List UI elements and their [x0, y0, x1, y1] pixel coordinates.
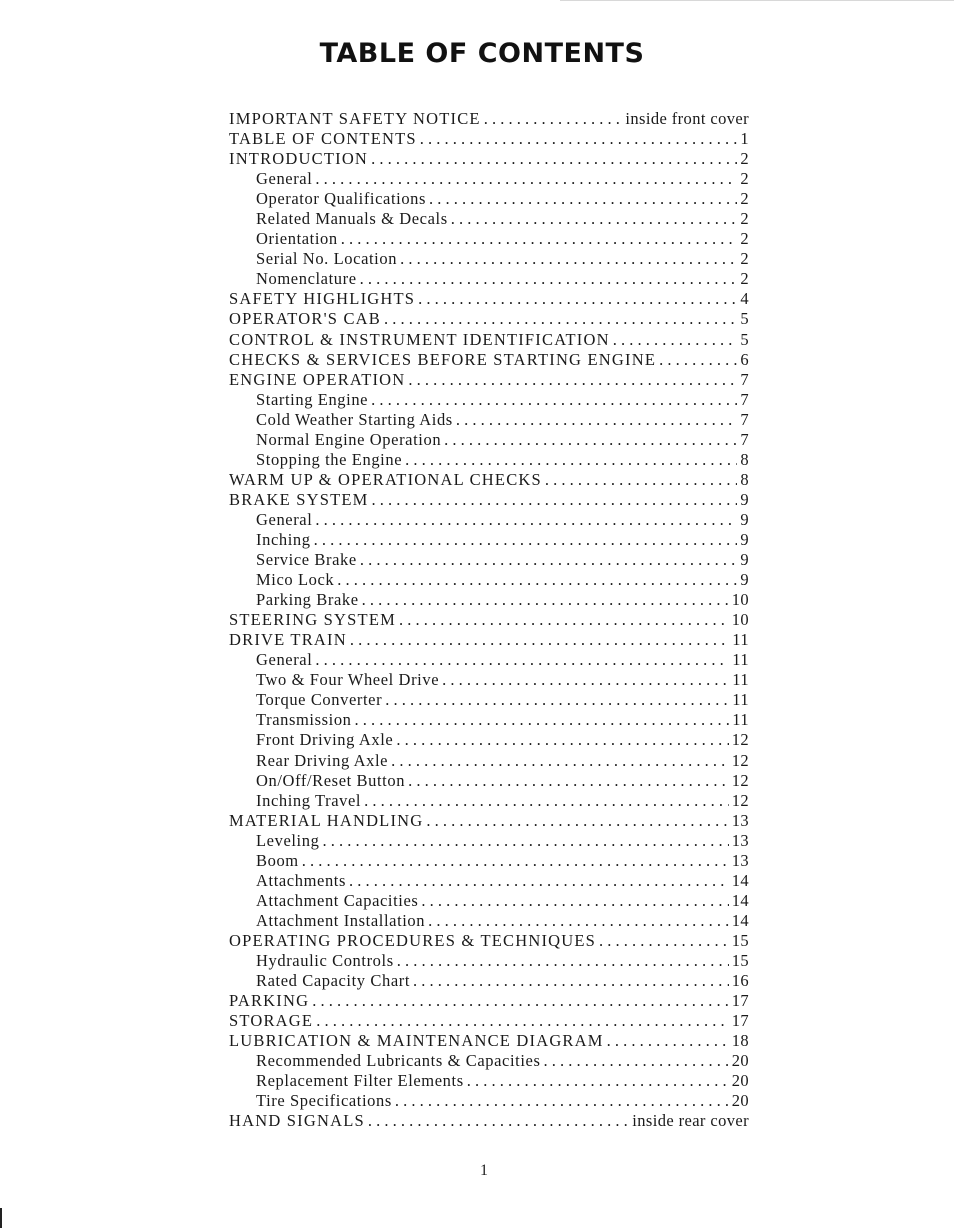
dot-leader [371, 390, 737, 410]
toc-entry-label: Normal Engine Operation [256, 429, 442, 449]
toc-subsection-entry [229, 891, 749, 911]
dot-leader [396, 730, 728, 750]
toc-entry-page: 11 [732, 670, 749, 690]
toc-subsection-entry [229, 390, 749, 410]
toc-section-entry [229, 370, 749, 390]
toc-section-entry [229, 289, 749, 309]
dot-leader [451, 209, 738, 229]
dot-leader [456, 410, 738, 430]
toc-subsection-entry [229, 570, 749, 590]
dot-leader [341, 229, 738, 249]
dot-leader [314, 530, 738, 550]
toc-entry-page: 14 [731, 870, 749, 890]
toc-entry-page: 13 [731, 850, 749, 870]
toc-entry-page: 2 [740, 269, 749, 289]
dot-leader [399, 610, 729, 630]
toc-subsection-entry [229, 971, 749, 991]
toc-entry-label: Starting Engine [256, 389, 369, 409]
toc-subsection-entry [229, 269, 749, 289]
dot-leader [312, 991, 728, 1011]
toc-entry-label: CONTROL & INSTRUMENT IDENTIFICATION [229, 329, 610, 349]
toc-section-entry [229, 1031, 749, 1051]
toc-entry-label: Transmission [256, 710, 352, 730]
toc-subsection-entry [229, 690, 749, 710]
toc-entry-label: STEERING SYSTEM [229, 610, 396, 630]
dot-leader [360, 269, 738, 289]
toc-entry-page: 6 [740, 349, 749, 369]
dot-leader [302, 851, 729, 871]
toc-entry-label: SAFETY HIGHLIGHTS [229, 289, 416, 309]
dot-leader [408, 771, 729, 791]
table-of-contents-list [229, 109, 749, 1131]
toc-entry-label: Attachments [256, 870, 346, 890]
toc-entry-page: 16 [731, 971, 749, 991]
toc-entry-label: HAND SIGNALS [229, 1111, 365, 1131]
toc-entry-page: 7 [740, 389, 749, 409]
toc-entry-label: Torque Converter [256, 690, 383, 710]
toc-entry-label: Attachment Installation [256, 910, 426, 930]
dot-leader [444, 430, 737, 450]
toc-entry-page: 13 [731, 830, 749, 850]
scan-edge-mark [0, 1208, 2, 1228]
toc-subsection-entry [229, 650, 749, 670]
dot-leader [385, 690, 729, 710]
toc-entry-page: 12 [731, 730, 749, 750]
toc-entry-page: 2 [740, 189, 749, 209]
toc-entry-label: TABLE OF CONTENTS [229, 129, 417, 149]
toc-entry-page: 11 [732, 710, 749, 730]
dot-leader [543, 1051, 728, 1071]
toc-entry-label: Serial No. Location [256, 249, 398, 269]
toc-entry-label: Inching Travel [256, 790, 362, 810]
toc-section-entry [229, 330, 749, 350]
toc-section-entry [229, 991, 749, 1011]
toc-entry-label: WARM UP & OPERATIONAL CHECKS [229, 469, 542, 489]
toc-entry-label: Recommended Lubricants & Capacities [256, 1051, 541, 1071]
toc-section-entry [229, 630, 749, 650]
toc-entry-page: 8 [740, 449, 749, 469]
page-title: TABLE OF CONTENTS [319, 38, 645, 69]
toc-entry-label: MATERIAL HANDLING [229, 810, 424, 830]
toc-entry-page: 17 [731, 1011, 749, 1031]
toc-entry-label: CHECKS & SERVICES BEFORE STARTING ENGINE [229, 349, 657, 369]
toc-entry-label: Two & Four Wheel Drive [256, 670, 440, 690]
toc-section-entry [229, 470, 749, 490]
toc-entry-label: Boom [256, 850, 299, 870]
toc-entry-page: 8 [740, 469, 749, 489]
toc-subsection-entry [229, 510, 749, 530]
toc-entry-label: General [256, 509, 313, 529]
toc-section-entry [229, 350, 749, 370]
dot-leader [428, 911, 729, 931]
toc-entry-label: Attachment Capacities [256, 890, 419, 910]
dot-leader [350, 630, 729, 650]
dot-leader [360, 550, 738, 570]
toc-subsection-entry [229, 249, 749, 269]
toc-entry-label: INTRODUCTION [229, 149, 369, 169]
dot-leader [355, 710, 730, 730]
toc-subsection-entry [229, 229, 749, 249]
dot-leader [391, 751, 729, 771]
toc-entry-label: Hydraulic Controls [256, 950, 394, 970]
dot-leader [659, 350, 737, 370]
toc-entry-label: OPERATOR'S CAB [229, 309, 381, 329]
toc-subsection-entry [229, 1071, 749, 1091]
toc-entry-page: 10 [731, 590, 749, 610]
toc-entry-page: 7 [740, 429, 749, 449]
toc-entry-page: inside front cover [625, 109, 749, 128]
toc-subsection-entry [229, 730, 749, 750]
toc-section-entry [229, 490, 749, 510]
toc-subsection-entry [229, 430, 749, 450]
toc-entry-label: BRAKE SYSTEM [229, 489, 369, 509]
toc-entry-label: DRIVE TRAIN [229, 630, 347, 650]
dot-leader [405, 450, 737, 470]
toc-entry-label: Mico Lock [256, 570, 335, 590]
toc-entry-page: 9 [740, 489, 749, 509]
toc-entry-label: IMPORTANT SAFETY NOTICE [229, 109, 481, 128]
toc-subsection-entry [229, 670, 749, 690]
toc-section-entry [229, 149, 749, 169]
dot-leader [413, 971, 729, 991]
dot-leader [400, 249, 737, 269]
toc-entry-page: 14 [731, 910, 749, 930]
dot-leader [429, 189, 737, 209]
dot-leader [599, 931, 729, 951]
dot-leader [418, 289, 737, 309]
toc-entry-page: 7 [740, 369, 749, 389]
toc-entry-label: ENGINE OPERATION [229, 369, 406, 389]
toc-entry-page: 1 [740, 129, 749, 149]
dot-leader [484, 109, 623, 129]
toc-entry-label: LUBRICATION & MAINTENANCE DIAGRAM [229, 1031, 604, 1051]
toc-subsection-entry [229, 751, 749, 771]
toc-section-entry [229, 1111, 749, 1131]
dot-leader [315, 650, 729, 670]
dot-leader [442, 670, 729, 690]
toc-entry-page: 14 [731, 890, 749, 910]
toc-subsection-entry [229, 951, 749, 971]
toc-entry-page: 11 [732, 690, 749, 710]
toc-entry-page: 9 [740, 509, 749, 529]
toc-entry-page: 2 [740, 249, 749, 269]
dot-leader [384, 309, 737, 329]
dot-leader [372, 490, 738, 510]
dot-leader [349, 871, 729, 891]
dot-leader [337, 570, 737, 590]
page-number: 1 [480, 1162, 488, 1179]
toc-entry-label: Stopping the Engine [256, 449, 403, 469]
toc-entry-label: Rated Capacity Chart [256, 971, 411, 991]
toc-entry-page: 2 [740, 229, 749, 249]
toc-entry-label: On/Off/Reset Button [256, 770, 406, 790]
toc-subsection-entry [229, 831, 749, 851]
dot-leader [315, 510, 737, 530]
toc-entry-label: Operator Qualifications [256, 189, 427, 209]
toc-entry-label: General [256, 169, 313, 189]
dot-leader [395, 1091, 729, 1111]
dot-leader [607, 1031, 729, 1051]
toc-entry-page: 18 [731, 1031, 749, 1051]
toc-entry-label: PARKING [229, 991, 310, 1011]
dot-leader [408, 370, 737, 390]
toc-entry-label: Leveling [256, 830, 320, 850]
toc-section-entry [229, 309, 749, 329]
dot-leader [315, 169, 737, 189]
toc-entry-label: Orientation [256, 229, 338, 249]
toc-subsection-entry [229, 450, 749, 470]
dot-leader [467, 1071, 729, 1091]
dot-leader [420, 129, 738, 149]
toc-subsection-entry [229, 169, 749, 189]
toc-entry-label: Inching [256, 529, 311, 549]
dot-leader [368, 1111, 629, 1131]
toc-entry-page: inside rear cover [632, 1111, 749, 1131]
toc-entry-page: 17 [731, 991, 749, 1011]
toc-entry-page: 11 [732, 630, 749, 650]
toc-entry-label: Related Manuals & Decals [256, 209, 448, 229]
toc-subsection-entry [229, 911, 749, 931]
toc-entry-label: STORAGE [229, 1011, 314, 1031]
toc-section-entry [229, 1011, 749, 1031]
toc-subsection-entry [229, 771, 749, 791]
toc-entry-label: Replacement Filter Elements [256, 1071, 464, 1091]
toc-entry-page: 12 [731, 750, 749, 770]
dot-leader [421, 891, 728, 911]
dot-leader [397, 951, 729, 971]
toc-entry-page: 12 [731, 770, 749, 790]
dot-leader [364, 791, 729, 811]
toc-entry-label: Parking Brake [256, 590, 359, 610]
toc-entry-page: 9 [740, 570, 749, 590]
top-edge-rule [560, 0, 954, 1]
toc-entry-page: 9 [740, 550, 749, 570]
toc-entry-page: 12 [731, 790, 749, 810]
toc-subsection-entry [229, 1091, 749, 1111]
toc-entry-page: 10 [731, 610, 749, 630]
toc-entry-label: Nomenclature [256, 269, 357, 289]
toc-section-entry [229, 811, 749, 831]
toc-subsection-entry [229, 871, 749, 891]
toc-entry-page: 20 [731, 1091, 749, 1111]
toc-entry-label: OPERATING PROCEDURES & TECHNIQUES [229, 930, 597, 950]
toc-section-entry [229, 129, 749, 149]
dot-leader [613, 330, 738, 350]
toc-entry-label: Front Driving Axle [256, 730, 394, 750]
toc-section-entry [229, 109, 749, 129]
toc-entry-page: 2 [740, 169, 749, 189]
dot-leader [322, 831, 728, 851]
toc-entry-page: 15 [731, 950, 749, 970]
toc-entry-page: 7 [740, 409, 749, 429]
toc-entry-page: 9 [740, 529, 749, 549]
toc-entry-page: 2 [740, 149, 749, 169]
toc-subsection-entry [229, 851, 749, 871]
toc-entry-label: General [256, 650, 313, 670]
toc-entry-page: 5 [740, 309, 749, 329]
toc-subsection-entry [229, 410, 749, 430]
toc-entry-page: 11 [732, 650, 749, 670]
toc-entry-page: 4 [740, 289, 749, 309]
dot-leader [362, 590, 729, 610]
toc-subsection-entry [229, 550, 749, 570]
toc-section-entry [229, 610, 749, 630]
toc-entry-page: 2 [740, 209, 749, 229]
toc-section-entry [229, 931, 749, 951]
toc-subsection-entry [229, 530, 749, 550]
toc-entry-label: Cold Weather Starting Aids [256, 409, 453, 429]
toc-entry-page: 20 [731, 1051, 749, 1071]
toc-entry-page: 15 [731, 930, 749, 950]
dot-leader [316, 1011, 728, 1031]
dot-leader [371, 149, 737, 169]
toc-subsection-entry [229, 1051, 749, 1071]
dot-leader [545, 470, 737, 490]
toc-subsection-entry [229, 710, 749, 730]
toc-entry-page: 13 [731, 810, 749, 830]
dot-leader [426, 811, 728, 831]
toc-entry-page: 20 [731, 1071, 749, 1091]
toc-entry-label: Tire Specifications [256, 1091, 392, 1111]
toc-subsection-entry [229, 791, 749, 811]
toc-subsection-entry [229, 590, 749, 610]
toc-entry-label: Service Brake [256, 550, 357, 570]
toc-entry-page: 5 [740, 329, 749, 349]
toc-subsection-entry [229, 189, 749, 209]
toc-entry-label: Rear Driving Axle [256, 750, 389, 770]
toc-subsection-entry [229, 209, 749, 229]
